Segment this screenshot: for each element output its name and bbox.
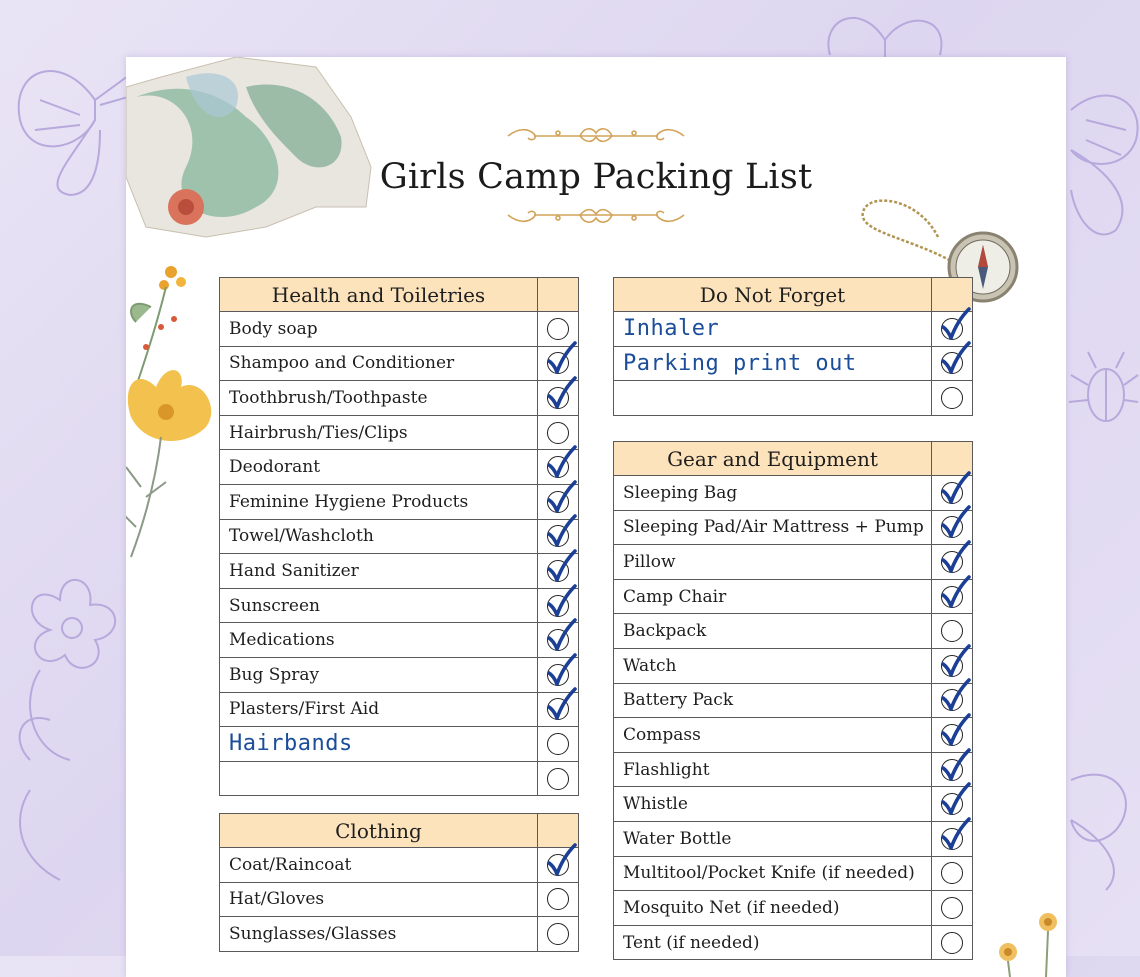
checkbox-cell: [932, 381, 973, 416]
list-item: [220, 657, 579, 692]
checkbox-cell: [932, 579, 973, 614]
checkmark-icon: [939, 713, 971, 749]
clothing-table: [219, 813, 579, 952]
checkbox-empty[interactable]: [941, 932, 963, 954]
list-item-label: Bug Spray: [220, 657, 538, 692]
checkbox-checked[interactable]: [547, 491, 569, 513]
health-toiletries-table: [219, 277, 579, 796]
list-item-label: Coat/Raincoat: [220, 848, 538, 883]
checkbox-empty[interactable]: [941, 862, 963, 884]
list-item-label: [220, 761, 538, 796]
table-header: Gear and Equipment: [614, 442, 932, 476]
checkbox-empty[interactable]: [941, 897, 963, 919]
list-item-label: Sleeping Pad/Air Mattress + Pump: [614, 510, 932, 545]
list-item: [220, 588, 579, 623]
checkbox-checked[interactable]: [547, 595, 569, 617]
checkmark-icon: [939, 748, 971, 784]
checkbox-cell: [932, 821, 973, 856]
list-item-label: [614, 381, 932, 416]
checkbox-cell: [932, 925, 973, 960]
list-item: [220, 917, 579, 952]
checkbox-empty[interactable]: [547, 422, 569, 444]
list-item: [614, 752, 973, 787]
list-item-label: Camp Chair: [614, 579, 932, 614]
list-item: [220, 450, 579, 485]
list-item: [220, 848, 579, 883]
list-item-label: Sunscreen: [220, 588, 538, 623]
list-item-label: Parking print out: [614, 346, 932, 381]
checkmark-icon: [545, 843, 577, 879]
checkmark-icon: [939, 782, 971, 818]
checkbox-empty[interactable]: [547, 888, 569, 910]
list-item-label: Watch: [614, 648, 932, 683]
checkmark-icon: [545, 584, 577, 620]
list-item-label: Inhaler: [614, 312, 932, 347]
checkbox-cell: [538, 761, 579, 796]
table-header: Clothing: [220, 814, 538, 848]
checkbox-cell: [538, 381, 579, 416]
list-item: [220, 761, 579, 796]
list-item: [220, 415, 579, 450]
printable-page: [126, 57, 1066, 977]
list-item-label: Sleeping Bag: [614, 476, 932, 511]
checkbox-checked[interactable]: [941, 318, 963, 340]
list-item-label: Water Bottle: [614, 821, 932, 856]
list-item-label: Hand Sanitizer: [220, 554, 538, 589]
list-item-label: Deodorant: [220, 450, 538, 485]
list-item: [614, 648, 973, 683]
list-item: [614, 787, 973, 822]
list-item: [220, 381, 579, 416]
list-item: [220, 484, 579, 519]
checkbox-checked[interactable]: [547, 456, 569, 478]
checkbox-cell: [538, 727, 579, 762]
do-not-forget-table: [613, 277, 973, 416]
checkbox-checked[interactable]: [941, 655, 963, 677]
checkmark-icon: [939, 678, 971, 714]
checkbox-checked[interactable]: [941, 586, 963, 608]
list-item-label: Whistle: [614, 787, 932, 822]
checkbox-checked[interactable]: [547, 664, 569, 686]
moth-illustration-right: [1066, 760, 1140, 900]
checkbox-empty[interactable]: [547, 733, 569, 755]
checkbox-checked[interactable]: [941, 828, 963, 850]
list-item: [220, 346, 579, 381]
checkbox-checked[interactable]: [547, 387, 569, 409]
checkbox-empty[interactable]: [941, 620, 963, 642]
list-item-label: Hairbrush/Ties/Clips: [220, 415, 538, 450]
list-item: [614, 614, 973, 649]
list-item: [614, 683, 973, 718]
list-item: [220, 882, 579, 917]
list-item: [614, 718, 973, 753]
list-item: [614, 821, 973, 856]
beetle-illustration-right: [1066, 340, 1140, 440]
gear-equipment-table: [613, 441, 973, 960]
list-item: [614, 891, 973, 926]
checkbox-empty[interactable]: [547, 318, 569, 340]
checkmark-icon: [545, 514, 577, 550]
checkmark-icon: [545, 618, 577, 654]
checkbox-cell: [538, 848, 579, 883]
checkbox-checked[interactable]: [941, 352, 963, 374]
list-item-label: Toothbrush/Toothpaste: [220, 381, 538, 416]
checkmark-icon: [545, 376, 577, 412]
list-item: [614, 510, 973, 545]
checkbox-empty[interactable]: [941, 387, 963, 409]
list-item: [220, 519, 579, 554]
list-item-label: Shampoo and Conditioner: [220, 346, 538, 381]
checkbox-checked[interactable]: [941, 793, 963, 815]
list-item-label: Battery Pack: [614, 683, 932, 718]
checkbox-checked[interactable]: [547, 629, 569, 651]
list-item-label: Body soap: [220, 312, 538, 347]
table-header: Health and Toiletries: [220, 278, 538, 312]
flower-illustration-left: [0, 560, 126, 900]
list-item-label: Multitool/Pocket Knife (if needed): [614, 856, 932, 891]
checkbox-cell: [932, 856, 973, 891]
list-item: [614, 925, 973, 960]
checkmark-icon: [939, 341, 971, 377]
checkbox-empty[interactable]: [547, 923, 569, 945]
title-flourish-bottom: [498, 204, 694, 226]
list-item: [220, 727, 579, 762]
checkbox-checked[interactable]: [547, 698, 569, 720]
checkmark-icon: [939, 505, 971, 541]
table-header-check-column: [538, 278, 579, 312]
checkmark-icon: [939, 307, 971, 343]
checkbox-checked[interactable]: [941, 689, 963, 711]
list-item: [614, 856, 973, 891]
list-item-label: Sunglasses/Glasses: [220, 917, 538, 952]
checkbox-cell: [538, 882, 579, 917]
list-item: [220, 692, 579, 727]
small-flowers-illustration: [988, 907, 1066, 977]
checkmark-icon: [939, 471, 971, 507]
checkbox-checked[interactable]: [941, 724, 963, 746]
checkbox-checked[interactable]: [547, 352, 569, 374]
butterfly-illustration-top-right: [810, 0, 960, 60]
list-item: [614, 545, 973, 580]
list-item-label: Hat/Gloves: [220, 882, 538, 917]
butterfly-illustration-right: [1066, 80, 1140, 250]
checkmark-icon: [545, 445, 577, 481]
checkbox-checked[interactable]: [941, 759, 963, 781]
list-item-label: Compass: [614, 718, 932, 753]
checkmark-icon: [545, 341, 577, 377]
list-item-label: Plasters/First Aid: [220, 692, 538, 727]
list-item: [614, 312, 973, 347]
checkbox-checked[interactable]: [547, 525, 569, 547]
title-flourish-top: [498, 125, 694, 147]
checkmark-icon: [939, 817, 971, 853]
checkmark-icon: [545, 549, 577, 585]
list-item: [614, 476, 973, 511]
list-item-label: Hairbands: [220, 727, 538, 762]
checkbox-checked[interactable]: [941, 482, 963, 504]
checkmark-icon: [939, 540, 971, 576]
list-item-label: Medications: [220, 623, 538, 658]
list-item: [220, 312, 579, 347]
list-item-label: Tent (if needed): [614, 925, 932, 960]
checkmark-icon: [939, 644, 971, 680]
list-item: [220, 554, 579, 589]
checkbox-checked[interactable]: [941, 516, 963, 538]
checkbox-checked[interactable]: [941, 551, 963, 573]
list-item: [614, 381, 973, 416]
checkbox-cell: [538, 692, 579, 727]
checkmark-icon: [545, 687, 577, 723]
checkbox-checked[interactable]: [547, 560, 569, 582]
checkbox-cell: [932, 891, 973, 926]
checkmark-icon: [939, 575, 971, 611]
list-item-label: Flashlight: [614, 752, 932, 787]
checkmark-icon: [545, 480, 577, 516]
list-item: [614, 579, 973, 614]
checkmark-icon: [545, 653, 577, 689]
checkbox-checked[interactable]: [547, 854, 569, 876]
checkbox-empty[interactable]: [547, 768, 569, 790]
list-item-label: Backpack: [614, 614, 932, 649]
checkbox-cell: [538, 917, 579, 952]
list-item: [220, 623, 579, 658]
list-item-label: Towel/Washcloth: [220, 519, 538, 554]
table-header: Do Not Forget: [614, 278, 932, 312]
list-item-label: Feminine Hygiene Products: [220, 484, 538, 519]
page-title: Girls Camp Packing List: [379, 157, 813, 197]
list-item: [614, 346, 973, 381]
checkbox-cell: [932, 346, 973, 381]
list-item-label: Pillow: [614, 545, 932, 580]
list-item-label: Mosquito Net (if needed): [614, 891, 932, 926]
